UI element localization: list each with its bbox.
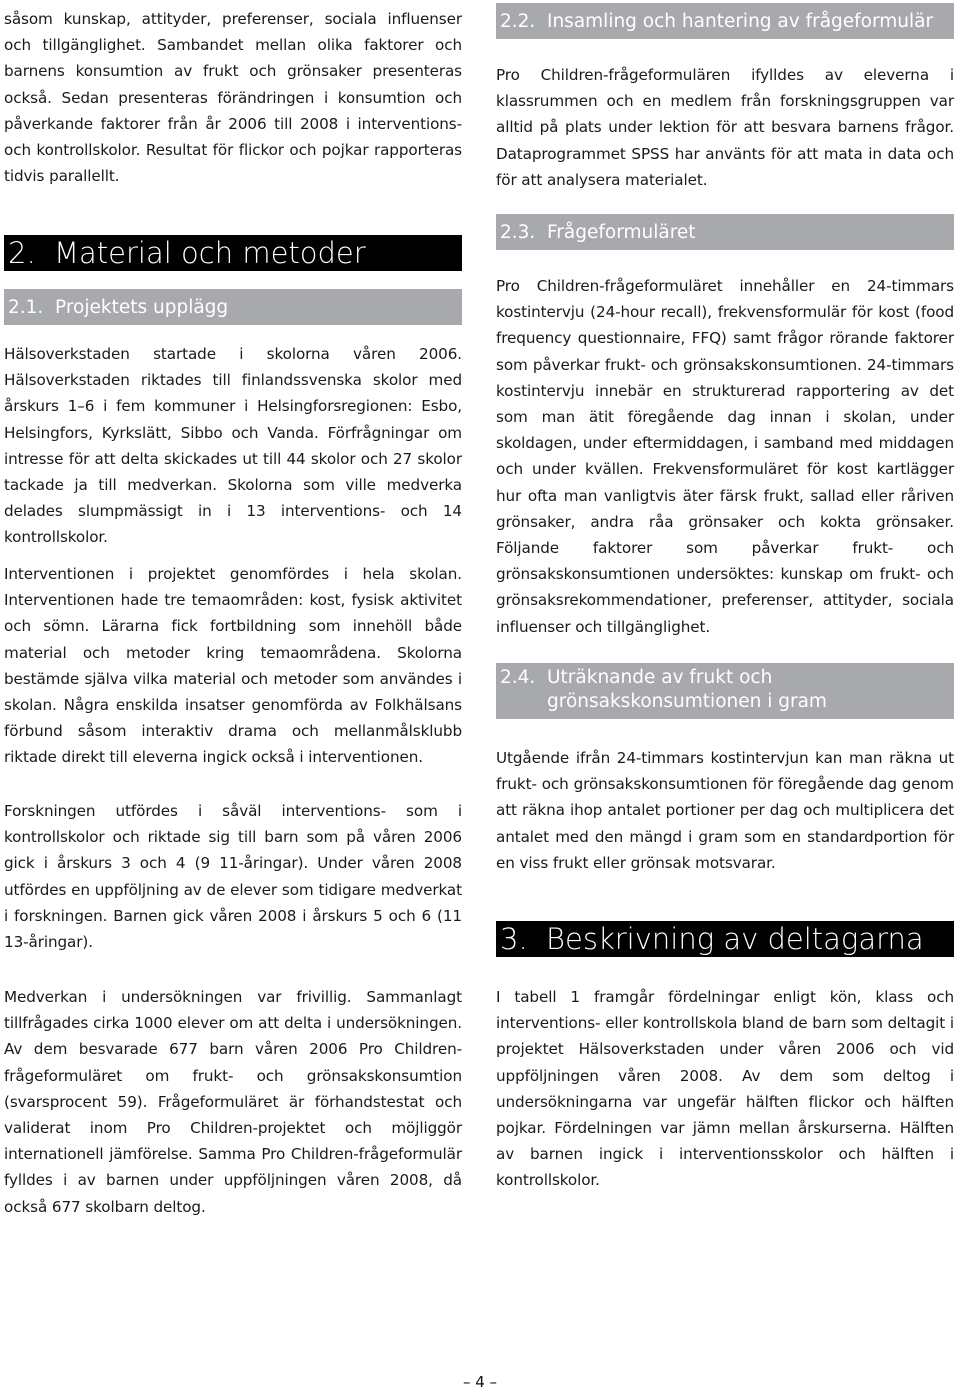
body-paragraph: Medverkan i undersökningen var frivillig. Sammanlagt tillfrågades cirka 1000 elever om att delta i undersökningen. Av dem besvarade 677 barn våren 2006 Pro Children-frågeformuläret om frukt- och grönsakskonsumtion (svarsprocent 59). Frågeformuläret är förhandstestat och validerat inom Pro Children-projektet och möjliggör internationell jämförelse. Samma Pro Children-frågeformulär fylldes i av barnen under uppföljningen våren 2008, då också 677 skolbarn deltog. bbox=[4, 988, 462, 1216]
subsection-number: 2.2. bbox=[500, 10, 536, 32]
subsection-title: Projektets upplägg bbox=[55, 296, 229, 318]
subsection-number: 2.1. bbox=[8, 296, 44, 318]
subsection-2-4-heading bbox=[496, 663, 954, 719]
subsection-title: Uträknande av frukt och grönsakskonsumtionen i gram bbox=[547, 667, 827, 712]
section-number: 2. bbox=[8, 236, 36, 270]
body-paragraph: Hälsoverkstaden startade i skolorna våren 2006. Hälsoverkstaden riktades till finlandssvenska skolor med årskurs 1–6 i fem kommuner i Helsingforsregionen: Esbo, Helsingfors, Kyrkslätt, Sibbo och Vanda. Förfrågningar om intresse för att delta skickades ut till 44 skolor och 27 skolor tackade ja till medverkan. Skolorna som ville medverka delades slumpmässigt in i 13 interventions- och 14 kontrollskolor. bbox=[4, 345, 462, 547]
intro-paragraph: såsom kunskap, attityder, preferenser, sociala influenser och tillgänglighet. Sambandet mellan olika faktorer och barnens konsumtion av frukt och grönsaker presenteras också. Sedan presenteras förändringen i konsumtion och påverkande faktorer från år 2006 till 2008 i interventions- och kontrollskolor. Resultat för flickor och pojkar rapporteras tidvis parallellt. bbox=[4, 10, 462, 186]
section-number: 3. bbox=[500, 922, 528, 956]
body-paragraph: Forskningen utfördes i såväl interventions- som i kontrollskolor och riktade sig till barn som på våren 2006 gick i årskurs 3 och 4 (9 11-åringar). Under våren 2008 utfördes en uppföljning av de elever som tidigare medverkat i forskningen. Barnen gick våren 2008 i årskurs 5 och 6 (11 13-åringar). bbox=[4, 802, 462, 952]
subsection-number: 2.4. bbox=[500, 667, 536, 688]
section-title: Material och metoder bbox=[54, 236, 366, 270]
body-paragraph: Interventionen i projektet genomfördes i hela skolan. Interventionen hade tre temaområden: kost, fysisk aktivitet och sömn. Lärarna fick fortbildning som innehöll både material och metoder kring temaområdena. Skolorna bestämde själva vilka material och metoder som användes i skolan. Några enskilda insatser genomförda av Folkhälsans förbund såsom interaktiv drama och mellanmålsklubb riktade direkt till eleverna ingick också i interventionen. bbox=[4, 565, 462, 767]
body-paragraph: Pro Children-frågeformuläret innehåller en 24-timmars kostintervju (24-hour recall), frekvensformulär för kost (food frequency questionnaire, FFQ) samt frågor rörande faktorer som påverkar frukt- och grönsakskonsumtionen. 24-timmars kostintervju innebär en strukturerad rapportering av det som man ätit föregående dag innan i skolan, under skoldagen, under eftermiddagen, i samband med middagen och under kvällen. Frekvensformuläret för kost kartlägger hur ofta man vanligtvis äter färsk frukt, sallad eller råriven grönsaker, andra råa grönsaker och kokta grönsaker. Följande faktorer som påverkar frukt- och grönsakskonsumtionen undersöktes: kunskap om frukt- och grönsaksrekommendationer, preferenser, attityder, sociala influenser och tillgänglighet. bbox=[496, 277, 954, 636]
body-paragraph: Utgående ifrån 24-timmars kostintervjun kan man räkna ut frukt- och grönsakskonsumtionen för föregående dag genom att räkna ihop antalet portioner per dag och multiplicera det antalet med den mängd i gram som en standardportion för en viss frukt eller grönsak motsvarar. bbox=[496, 749, 954, 872]
page-number: – 4 – bbox=[462, 1373, 498, 1391]
section-3-heading bbox=[496, 921, 954, 957]
section-2-heading bbox=[4, 235, 462, 271]
section-title: Beskrivning av deltagarna bbox=[546, 922, 924, 956]
subsection-2-3-heading bbox=[496, 214, 954, 250]
subsection-title: Frågeformuläret bbox=[547, 221, 696, 243]
body-paragraph: Pro Children-frågeformulären ifylldes av eleverna i klassrummen och en medlem från forskningsgruppen var alltid på plats under lektion för att besvara barnens frågor. Dataprogrammet SPSS har använts för att mata in data och för att analysera materialet. bbox=[496, 66, 954, 189]
subsection-number: 2.3. bbox=[500, 221, 536, 243]
subsection-2-1-heading bbox=[4, 289, 462, 325]
subsection-title: Insamling och hantering av frågeformulär bbox=[547, 10, 934, 32]
body-paragraph: I tabell 1 framgår fördelningar enligt kön, klass och interventions- eller kontrollskola bland de barn som deltagit i projektet Hälsoverkstaden under våren 2006 och vid uppföljningen våren 2008. Av dem som deltog i undersökningarna var ungefär hälften flickor och hälften pojkar. Fördelningen var jämn mellan årskurserna. Hälften av barnen ingick i interventionsskolor och hälften i kontrollskolor. bbox=[496, 988, 954, 1190]
subsection-2-2-heading bbox=[496, 3, 954, 39]
